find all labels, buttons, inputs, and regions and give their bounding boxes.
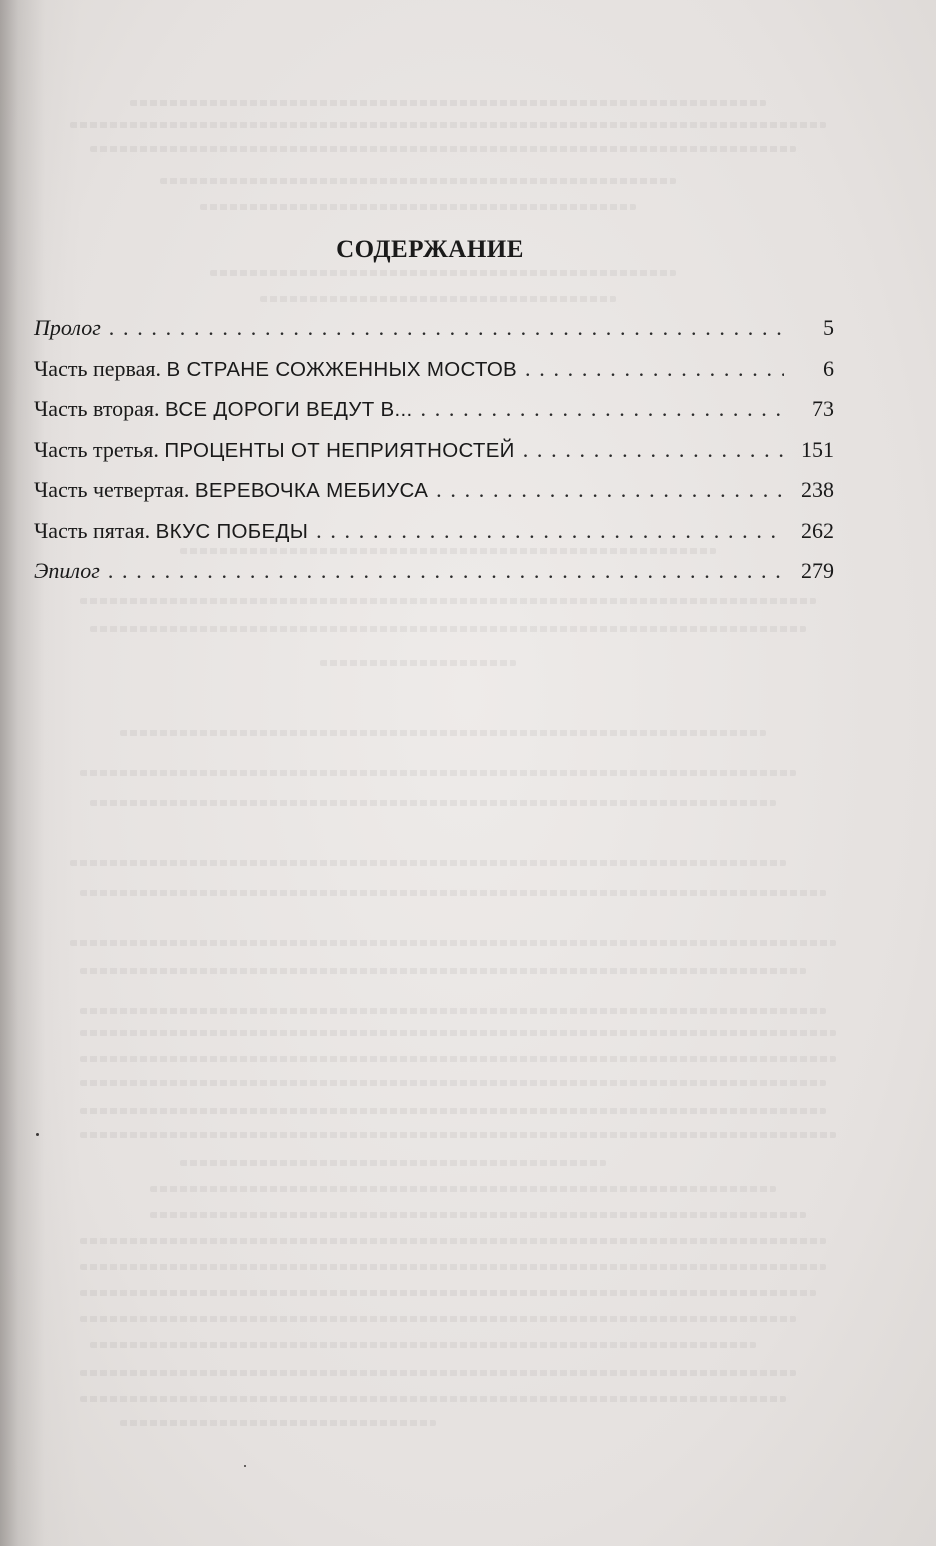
paper-speck xyxy=(36,1133,39,1136)
toc-entry-title: ПРОЦЕНТЫ ОТ НЕПРИЯТНОСТЕЙ xyxy=(164,438,515,462)
toc-entry-title: ВЕРЕВОЧКА МЕБИУСА xyxy=(194,479,429,502)
dot-leader xyxy=(436,470,784,511)
toc-entry-label xyxy=(34,349,517,391)
paper-speck xyxy=(244,1465,246,1467)
toc-entry-label xyxy=(34,551,100,592)
table-of-contents xyxy=(34,308,834,592)
toc-page-number: 279 xyxy=(801,558,834,583)
toc-entry xyxy=(34,430,834,471)
toc-entry-part: Пролог xyxy=(34,315,101,340)
toc-entry xyxy=(34,349,834,390)
toc-entry-label xyxy=(34,389,413,431)
toc-page-number: 5 xyxy=(823,315,834,340)
dot-leader xyxy=(523,430,784,471)
toc-entry-label xyxy=(34,470,428,512)
toc-entry-part: Часть четвертая. xyxy=(34,477,195,502)
toc-page-number: 6 xyxy=(823,355,834,381)
toc-entry xyxy=(34,511,834,552)
dot-leader xyxy=(108,551,784,592)
toc-entry-part: Часть третья. xyxy=(34,436,165,462)
dot-leader xyxy=(421,389,785,430)
toc-entry xyxy=(34,470,834,511)
toc-entry-title: ВКУС ПОБЕДЫ xyxy=(155,519,309,543)
dot-leader xyxy=(109,308,784,349)
toc-entry-part: Эпилог xyxy=(34,558,100,583)
dot-leader xyxy=(316,511,784,552)
toc-entry-label xyxy=(34,511,308,553)
toc-entry xyxy=(34,551,834,592)
dot-leader xyxy=(525,349,784,390)
toc-entry-title: ВСЕ ДОРОГИ ВЕДУТ В... xyxy=(165,398,413,421)
toc-entry-part: Часть первая. xyxy=(34,355,167,381)
toc-entry-part: Часть вторая. xyxy=(34,396,166,421)
toc-entry xyxy=(34,389,834,430)
toc-entry-title: В СТРАНЕ СОЖЖЕННЫХ МОСТОВ xyxy=(166,357,518,381)
toc-page-number: 73 xyxy=(812,396,834,421)
toc-entry-label xyxy=(34,430,515,472)
toc-page-number: 262 xyxy=(801,517,834,543)
toc-entry-part: Часть пятая. xyxy=(34,517,156,543)
contents-heading: СОДЕРЖАНИЕ xyxy=(336,236,524,263)
toc-entry xyxy=(34,308,834,349)
toc-entry-label xyxy=(34,308,101,349)
toc-page-number: 151 xyxy=(801,436,834,462)
toc-page-number: 238 xyxy=(801,477,834,502)
